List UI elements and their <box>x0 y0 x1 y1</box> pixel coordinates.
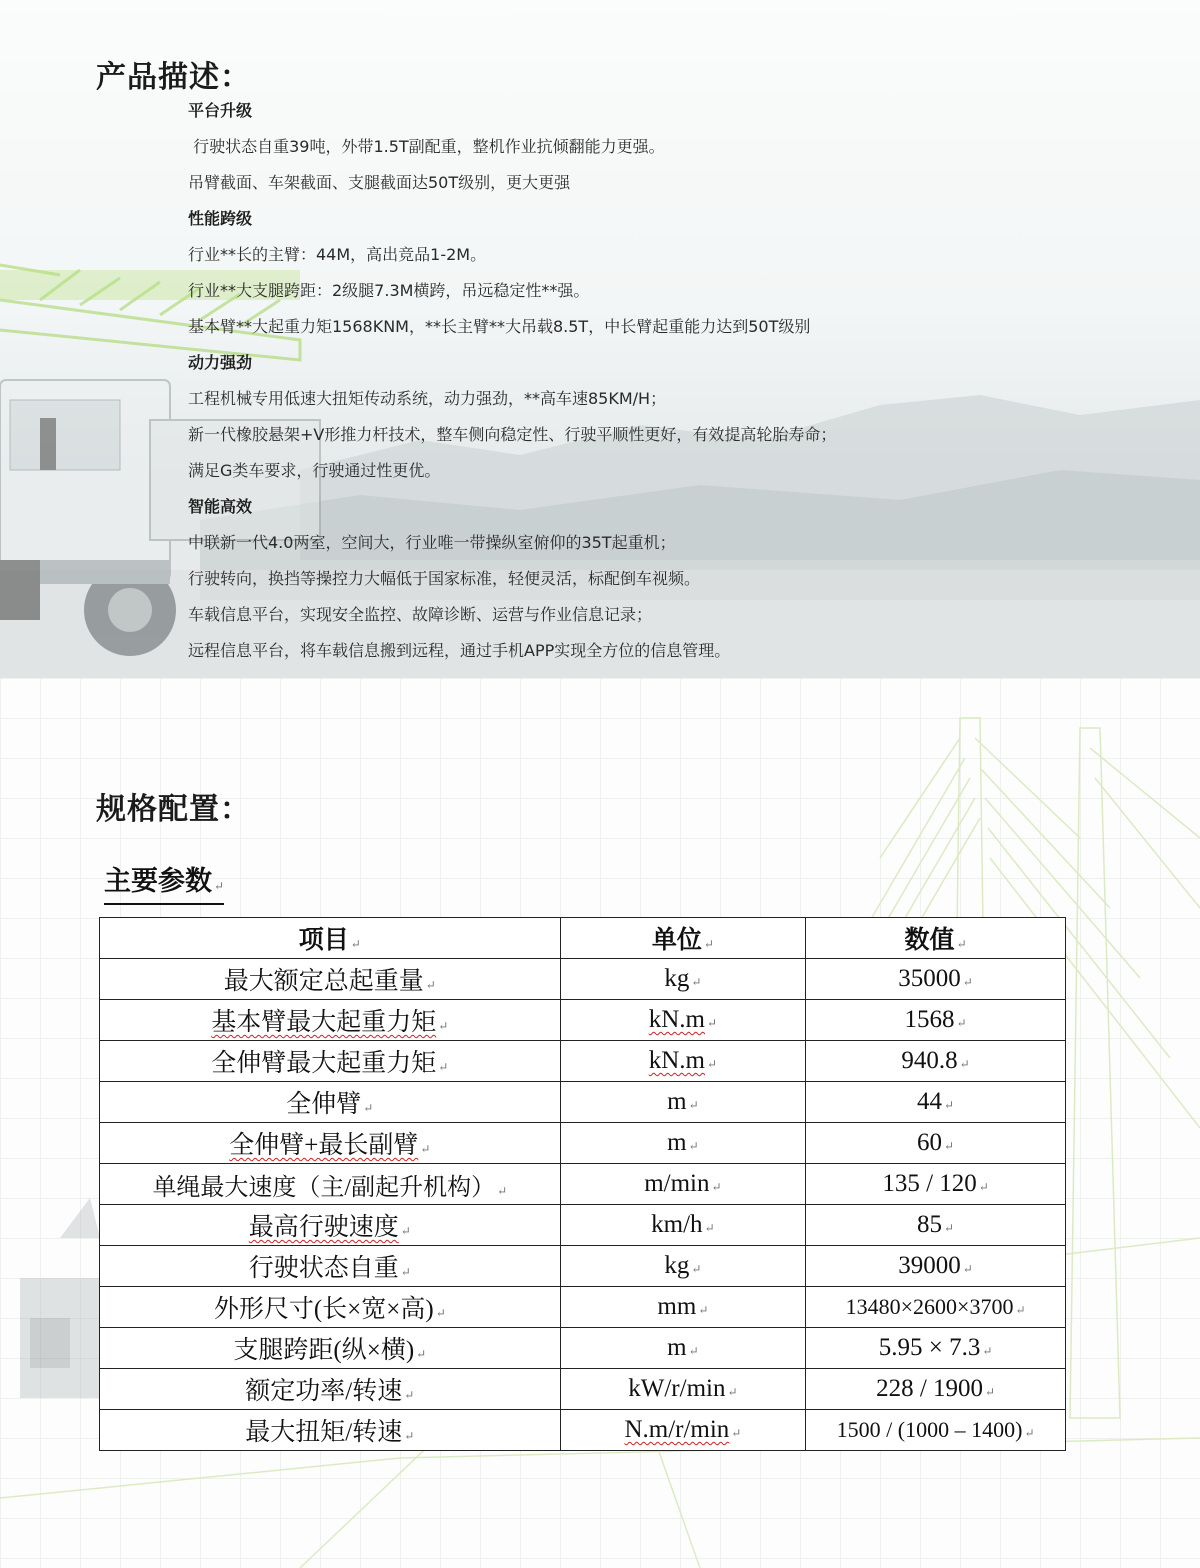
block-heading: 性能跨级 <box>188 209 253 228</box>
table-cell: 最大额定总起重量 ↵ <box>100 959 561 1000</box>
table-cell: 额定功率/转速 ↵ <box>100 1369 561 1410</box>
block-line: 行业**大支腿跨距：2级腿7.3M横跨，吊远稳定性**强。 <box>188 281 590 300</box>
table-cell: 5.95 × 7.3 ↵ <box>806 1328 1066 1369</box>
table-cell: 940.8 ↵ <box>806 1041 1066 1082</box>
table-cell: 1568 ↵ <box>806 1000 1066 1041</box>
spec-table <box>99 917 1066 1451</box>
table-cell: 支腿跨距(纵×横) ↵ <box>100 1328 561 1369</box>
block-heading: 平台升级 <box>188 101 253 120</box>
block-line: 中联新一代4.0两室，空间大，行业唯一带操纵室俯仰的35T起重机； <box>188 533 676 552</box>
block-line: 车载信息平台，实现安全监控、故障诊断、运营与作业信息记录； <box>188 605 653 624</box>
table-cell: m/min ↵ <box>560 1164 806 1205</box>
table-cell: m ↵ <box>560 1328 806 1369</box>
table-cell: 基本臂最大起重力矩 ↵ <box>100 1000 561 1041</box>
table-cell: 13480×2600×3700 ↵ <box>806 1287 1066 1328</box>
table-row <box>100 1369 1066 1410</box>
table-row <box>100 1205 1066 1246</box>
block-line: 远程信息平台，将车载信息搬到远程，通过手机APP实现全方位的信息管理。 <box>188 641 731 660</box>
table-cell: kg ↵ <box>560 959 806 1000</box>
description-body <box>188 98 1088 674</box>
spec-title: 规格配置： <box>96 792 251 827</box>
block-line: 行驶转向，换挡等操控力大幅低于国家标准，轻便灵活，标配倒车视频。 <box>188 569 701 588</box>
table-cell: 外形尺寸(长×宽×高) ↵ <box>100 1287 561 1328</box>
header-cell: 数值 ↵ <box>806 918 1066 959</box>
block-line: 满足G类车要求，行驶通过性更优。 <box>188 461 441 480</box>
table-cell: kN.m ↵ <box>560 1041 806 1082</box>
table-row <box>100 1041 1066 1082</box>
table-cell: 39000 ↵ <box>806 1246 1066 1287</box>
table-row <box>100 1000 1066 1041</box>
block-heading: 智能高效 <box>188 497 253 516</box>
table-cell: 60 ↵ <box>806 1123 1066 1164</box>
table-cell: 44 ↵ <box>806 1082 1066 1123</box>
block-heading: 动力强劲 <box>188 353 253 372</box>
table-row <box>100 1287 1066 1328</box>
table-caption <box>104 864 224 905</box>
table-row <box>100 1328 1066 1369</box>
table-cell: 1500 / (1000 – 1400) ↵ <box>806 1410 1066 1451</box>
table-row <box>100 1082 1066 1123</box>
table-cell: kW/r/min ↵ <box>560 1369 806 1410</box>
block-line: 工程机械专用低速大扭矩传动系统，动力强劲，**高车速85KM/H； <box>188 389 667 408</box>
table-row <box>100 1164 1066 1205</box>
table-cell: 单绳最大速度（主/副起升机构） ↵ <box>100 1164 561 1205</box>
table-cell: 85 ↵ <box>806 1205 1066 1246</box>
table-cell: 35000 ↵ <box>806 959 1066 1000</box>
table-caption-text: 主要参数 <box>104 866 212 896</box>
table-cell: 最大扭矩/转速 ↵ <box>100 1410 561 1451</box>
table-cell: kg ↵ <box>560 1246 806 1287</box>
table-row <box>100 1410 1066 1451</box>
table-header-row <box>100 918 1066 959</box>
header-cell: 项目 ↵ <box>100 918 561 959</box>
table-cell: N.m/r/min ↵ <box>560 1410 806 1451</box>
table-cell: 全伸臂+最长副臂 ↵ <box>100 1123 561 1164</box>
table-row <box>100 959 1066 1000</box>
table-row <box>100 1246 1066 1287</box>
table-cell: 135 / 120 ↵ <box>806 1164 1066 1205</box>
table-cell: m ↵ <box>560 1082 806 1123</box>
block-line: 新一代橡胶悬架+V形推力杆技术，整车侧向稳定性、行驶平顺性更好，有效提高轮胎寿命； <box>188 425 837 444</box>
table-cell: m ↵ <box>560 1123 806 1164</box>
description-title: 产品描述： <box>96 60 251 95</box>
table-cell: km/h ↵ <box>560 1205 806 1246</box>
header-cell: 单位 ↵ <box>560 918 806 959</box>
table-cell: kN.m ↵ <box>560 1000 806 1041</box>
block-line: 行驶状态自重39吨，外带1.5T副配重，整机作业抗倾翻能力更强。 <box>188 137 665 156</box>
block-line: 基本臂**大起重力矩1568KNM，**长主臂**大吊载8.5T，中长臂起重能力达到50T级别 <box>188 317 811 336</box>
paragraph-mark-icon: ↵ <box>214 879 225 893</box>
table-cell: mm ↵ <box>560 1287 806 1328</box>
table-row <box>100 1123 1066 1164</box>
table-cell: 全伸臂 ↵ <box>100 1082 561 1123</box>
table-cell: 最高行驶速度 ↵ <box>100 1205 561 1246</box>
table-cell: 行驶状态自重 ↵ <box>100 1246 561 1287</box>
block-line: 行业**长的主臂：44M，高出竞品1-2M。 <box>188 245 487 264</box>
table-cell: 全伸臂最大起重力矩 ↵ <box>100 1041 561 1082</box>
block-line: 吊臂截面、车架截面、支腿截面达50T级别，更大更强 <box>188 173 571 192</box>
table-cell: 228 / 1900 ↵ <box>806 1369 1066 1410</box>
